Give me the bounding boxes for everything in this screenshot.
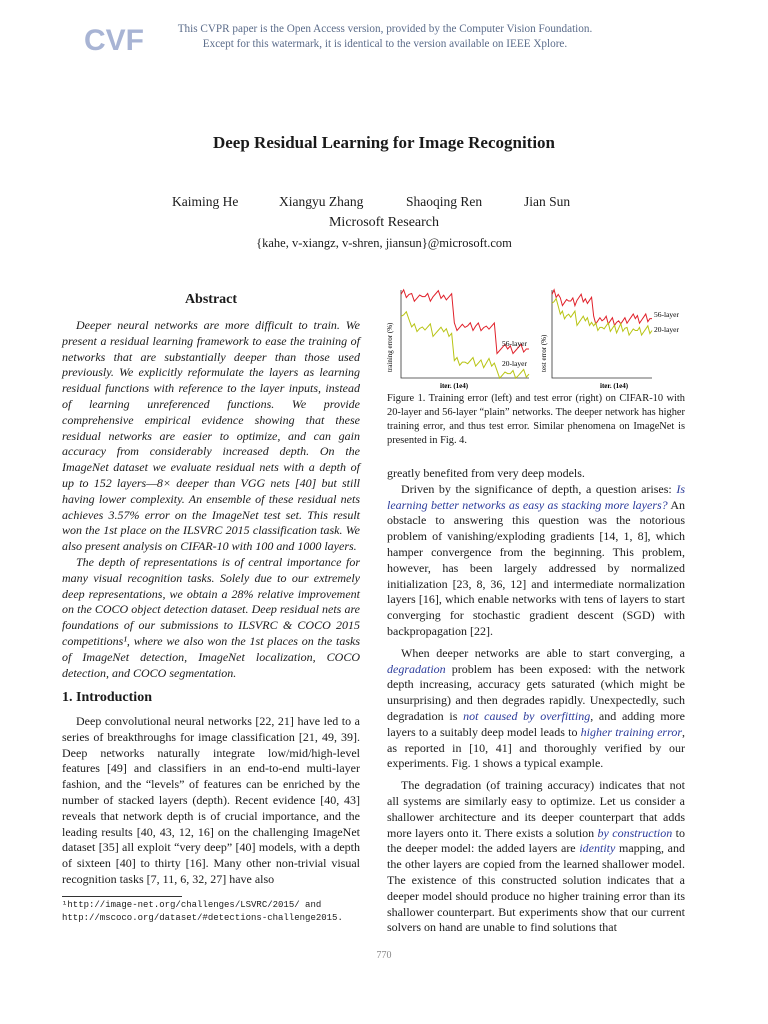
author-1: Kaiming He [172, 194, 239, 209]
right-xlabel: iter. (1e4) [600, 382, 629, 390]
right-label-20: 20-layer [654, 325, 679, 334]
right-axes [552, 290, 652, 378]
right-series-56-layer [552, 290, 652, 326]
abstract-body [62, 318, 360, 681]
plot-right-test-error [552, 290, 652, 378]
author-emails: {kahe, v-xiangz, v-shren, jiansun}@microsoft.com [256, 236, 512, 250]
right-p3-identity: identity [579, 841, 616, 856]
right-paragraph-3 [387, 778, 685, 936]
right-column-body [387, 466, 685, 936]
right-p2-overfitting: not caused by overfitting [463, 708, 591, 723]
figure-1-caption: Figure 1. Training error (left) and test error (right) on CIFAR-10 with 20-layer and 56-layer “plain” networks. The deeper network has higher training error, and thus test error. Similar phenomena on ImageNet is presented in Fig. 4. [387, 393, 685, 446]
abstract-paragraph-2: The depth of representations is of central importance for many visual recognition tasks. Solely due to our extremely deep representations, we obtain a 28% relative improvement on the COCO object detection dataset. Deep residual nets are foundations of our submissions to ILSVRC & COCO 2015 competitions¹, where we also won the 1st places on the tasks of ImageNet detection, ImageNet localization, COCO detection, and COCO segmentation. [62, 554, 360, 680]
figure-1 [380, 284, 685, 394]
footnote: ¹http://image-net.org/challenges/LSVRC/2015/ and http://mscoco.org/dataset/#detections-challenge2015. [62, 900, 343, 923]
right-p2-higher-error: higher training error [580, 724, 682, 739]
right-p1-c: An obstacle to answering this question was the notorious problem of vanishing/exploding gradients [14, 1, 8], which hamper convergence from the beginning. This problem, however, has been largely addressed by normalized initialization [23, 8, 36, 12] and intermediate normalization layers [16], which enable networks with tens of layers to start converging for stochastic gradient descent (SGD) with backpropagation [22]. [387, 497, 685, 638]
author-3: Shaoqing Ren [406, 194, 483, 209]
right-p3-c: to the deeper model: the added layers are [387, 825, 685, 856]
right-p3-a: The degradation (of training accuracy) indicates that not all systems are similarly easy to optimize. Let us consider a shallower architecture and its deeper counterpart that adds more layers onto it. There exists a solution [387, 778, 685, 840]
right-p2-c: problem has been exposed: with the network depth increasing, accuracy gets saturated (which might be unsurprising) and then degrades rapidly. Unexpectedly, such degradation is [387, 661, 685, 723]
right-ylabel: test error (%) [540, 334, 548, 372]
abstract-heading: Abstract [184, 292, 238, 307]
right-label-56: 56-layer [654, 310, 679, 319]
watermark [140, 22, 630, 52]
right-p1-question: Is learning better networks as easy as stacking more layers? [387, 481, 685, 512]
intro-heading: 1. Introduction [62, 690, 152, 705]
affiliation: Microsoft Research [328, 215, 440, 230]
page-number: 770 [376, 950, 392, 961]
author-2: Xiangyu Zhang [279, 194, 364, 209]
watermark-line-1: This CVPR paper is the Open Access version, provided by the Computer Vision Foundation. [177, 23, 593, 35]
abstract-paragraph-1: Deeper neural networks are more difficult to train. We present a residual learning framework to ease the training of networks that are substantially deeper than those used previously. We explicitly reformulate the layers as learning residual functions with reference to the layer inputs, instead of learning unreferenced functions. We provide comprehensive empirical evidence showing that these residual networks are easier to optimize, and can gain accuracy from considerably increased depth. On the ImageNet dataset we evaluate residual nets with a depth of up to 152 layers—8× deeper than VGG nets [40] but still having lower complexity. An ensemble of these residual nets achieves 3.57% error on the ImageNet test set. This result won the 1st place on the ILSVRC 2015 classification task. We also present analysis on CIFAR-10 with 100 and 1000 layers. [62, 318, 360, 554]
right-p3-construction: by construction [597, 825, 673, 840]
cvf-logo [84, 18, 144, 58]
abstract-heading-wrap [62, 290, 360, 308]
left-label-20: 20-layer [502, 359, 527, 368]
right-paragraph-1 [387, 482, 685, 640]
watermark-line-2: Except for this watermark, it is identical to the version available on IEEE Xplore. [202, 38, 568, 50]
figure-1-plots [380, 284, 685, 394]
right-p2-a: When deeper networks are able to start converging, a [401, 645, 685, 660]
right-paragraph-0: greatly benefited from very deep models. [387, 466, 585, 480]
intro-paragraph-1: Deep convolutional neural networks [22, 21] have led to a series of breakthroughs for image classification [21, 49, 39]. Deep networks naturally integrate low/mid/high-level features [49] and classifiers in an end-to-end multi-layer fashion, and the “levels” of features can be enriched by the number of stacked layers (depth). Recent evidence [40, 43] reveals that network depth is of crucial importance, and the leading results [40, 43, 12, 16] on the challenging ImageNet dataset [35] all exploit “very deep” [40] models, with a depth of sixteen [40] to thirty [16]. Many other non-trivial visual recognition tasks [7, 11, 6, 32, 27] have also [62, 714, 360, 886]
footnote-rule [62, 896, 182, 897]
cvf-logo-text: CVF [84, 24, 144, 57]
right-paragraph-2 [387, 646, 685, 772]
left-xlabel: iter. (1e4) [440, 382, 469, 390]
author-4: Jian Sun [524, 194, 571, 209]
intro-body [62, 714, 360, 888]
right-p2-g: , as reported in [10, 41] and thoroughly verified by our experiments. Fig. 1 shows a typical example. [387, 724, 685, 771]
right-p2-degradation: degradation [387, 661, 446, 676]
right-p2-e: , and adding more layers to a suitably deep model leads to [387, 708, 685, 739]
right-p3-e: mapping, and the other layers are copied from the learned shallower model. The existence of this constructed solution indicates that a deeper model should produce no higher training error than its shallower counterpart. But experiments show that our current solvers on hand are unable to find solutions that [387, 841, 686, 935]
left-label-56: 56-layer [502, 339, 527, 348]
right-p1-a: Driven by the significance of depth, a question arises: [401, 481, 677, 496]
paper-title: Deep Residual Learning for Image Recognition [212, 133, 556, 152]
left-ylabel: training error (%) [386, 322, 394, 372]
